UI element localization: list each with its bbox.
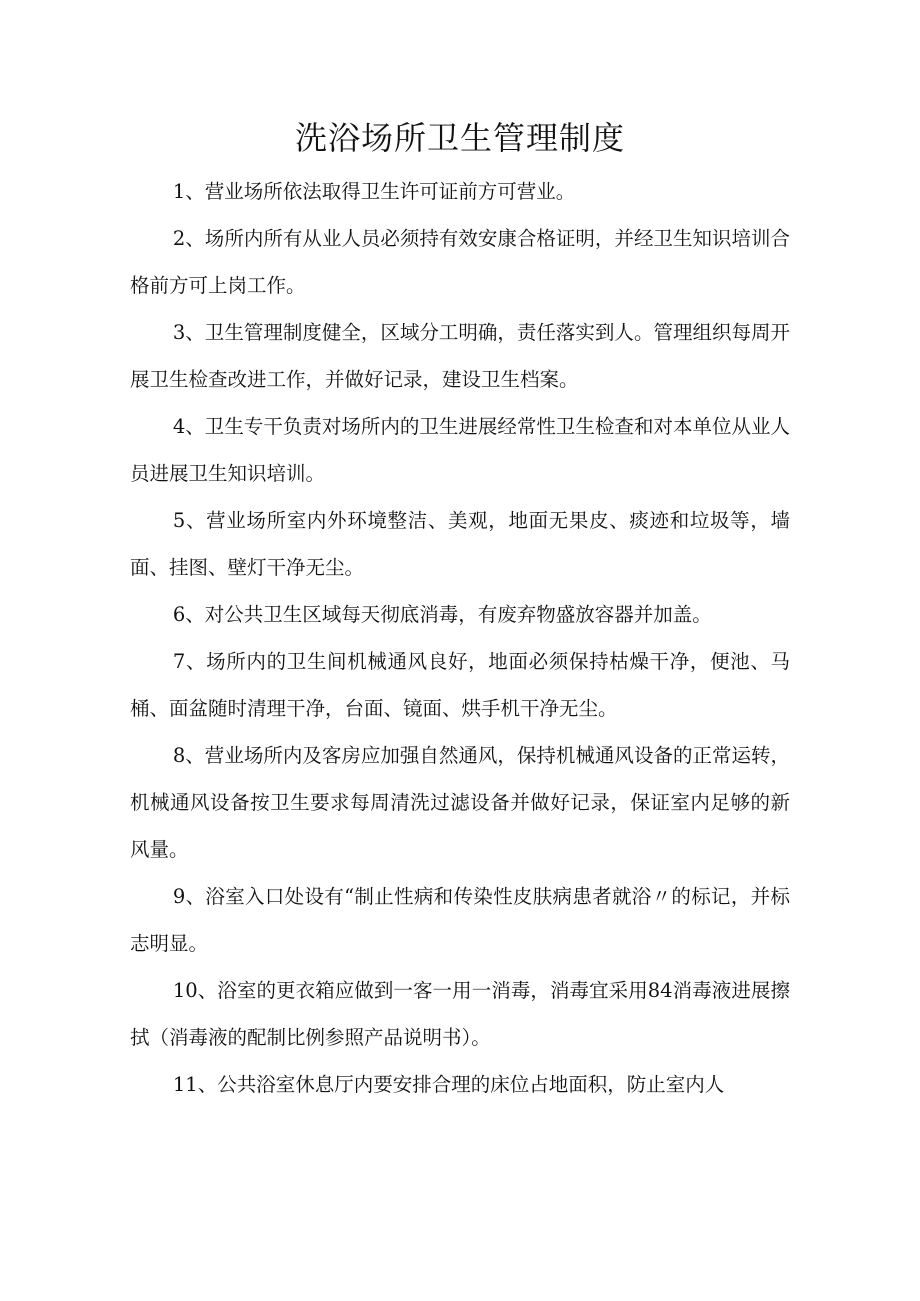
- clause-10: 10、浴室的更衣箱应做到一客一用一消毒，消毒宜采用84消毒液进展擦拭（消毒液的配制比例参照产品说明书）。: [130, 979, 790, 1049]
- clause-1: 1、营业场所依法取得卫生许可证前方可营业。: [172, 180, 576, 203]
- clause-5: 5、营业场所室内外环境整洁、美观，地面无果皮、痰迹和垃圾等，墙面、挂图、壁灯干净无尘。: [130, 509, 790, 579]
- clause-9: 9、浴室入口处设有“制止性病和传染性皮肤病患者就浴〃的标记，并标志明显。: [130, 885, 790, 955]
- clause-6: 6、对公共卫生区域每天彻底消毒，有废弃物盛放容器并加盖。: [172, 603, 712, 626]
- clause-3: 3、卫生管理制度健全，区域分工明确，责任落实到人。管理组织每周开展卫生检查改进工作，并做好记录，建设卫生档案。: [130, 321, 790, 391]
- clause-11: 11、公共浴室休息厅内要安排合理的床位占地面积，防止室内人: [172, 1073, 725, 1096]
- document-title: 洗浴场所卫生管理制度: [294, 119, 625, 157]
- clause-8: 8、营业场所内及客房应加强自然通风，保持机械通风设备的正常运转，机械通风设备按卫生要求每周清洗过滤设备并做好记录，保证室内足够的新风量。: [130, 744, 790, 861]
- clause-2: 2、场所内所有从业人员必须持有效安康合格证明，并经卫生知识培训合格前方可上岗工作。: [130, 227, 790, 297]
- clause-4: 4、卫生专干负责对场所内的卫生进展经常性卫生检查和对本单位从业人员进展卫生知识培训。: [130, 415, 790, 485]
- clause-7: 7、场所内的卫生间机械通风良好，地面必须保持枯燥干净，便池、马桶、面盆随时清理干净，台面、镜面、烘手机干净无尘。: [130, 650, 790, 720]
